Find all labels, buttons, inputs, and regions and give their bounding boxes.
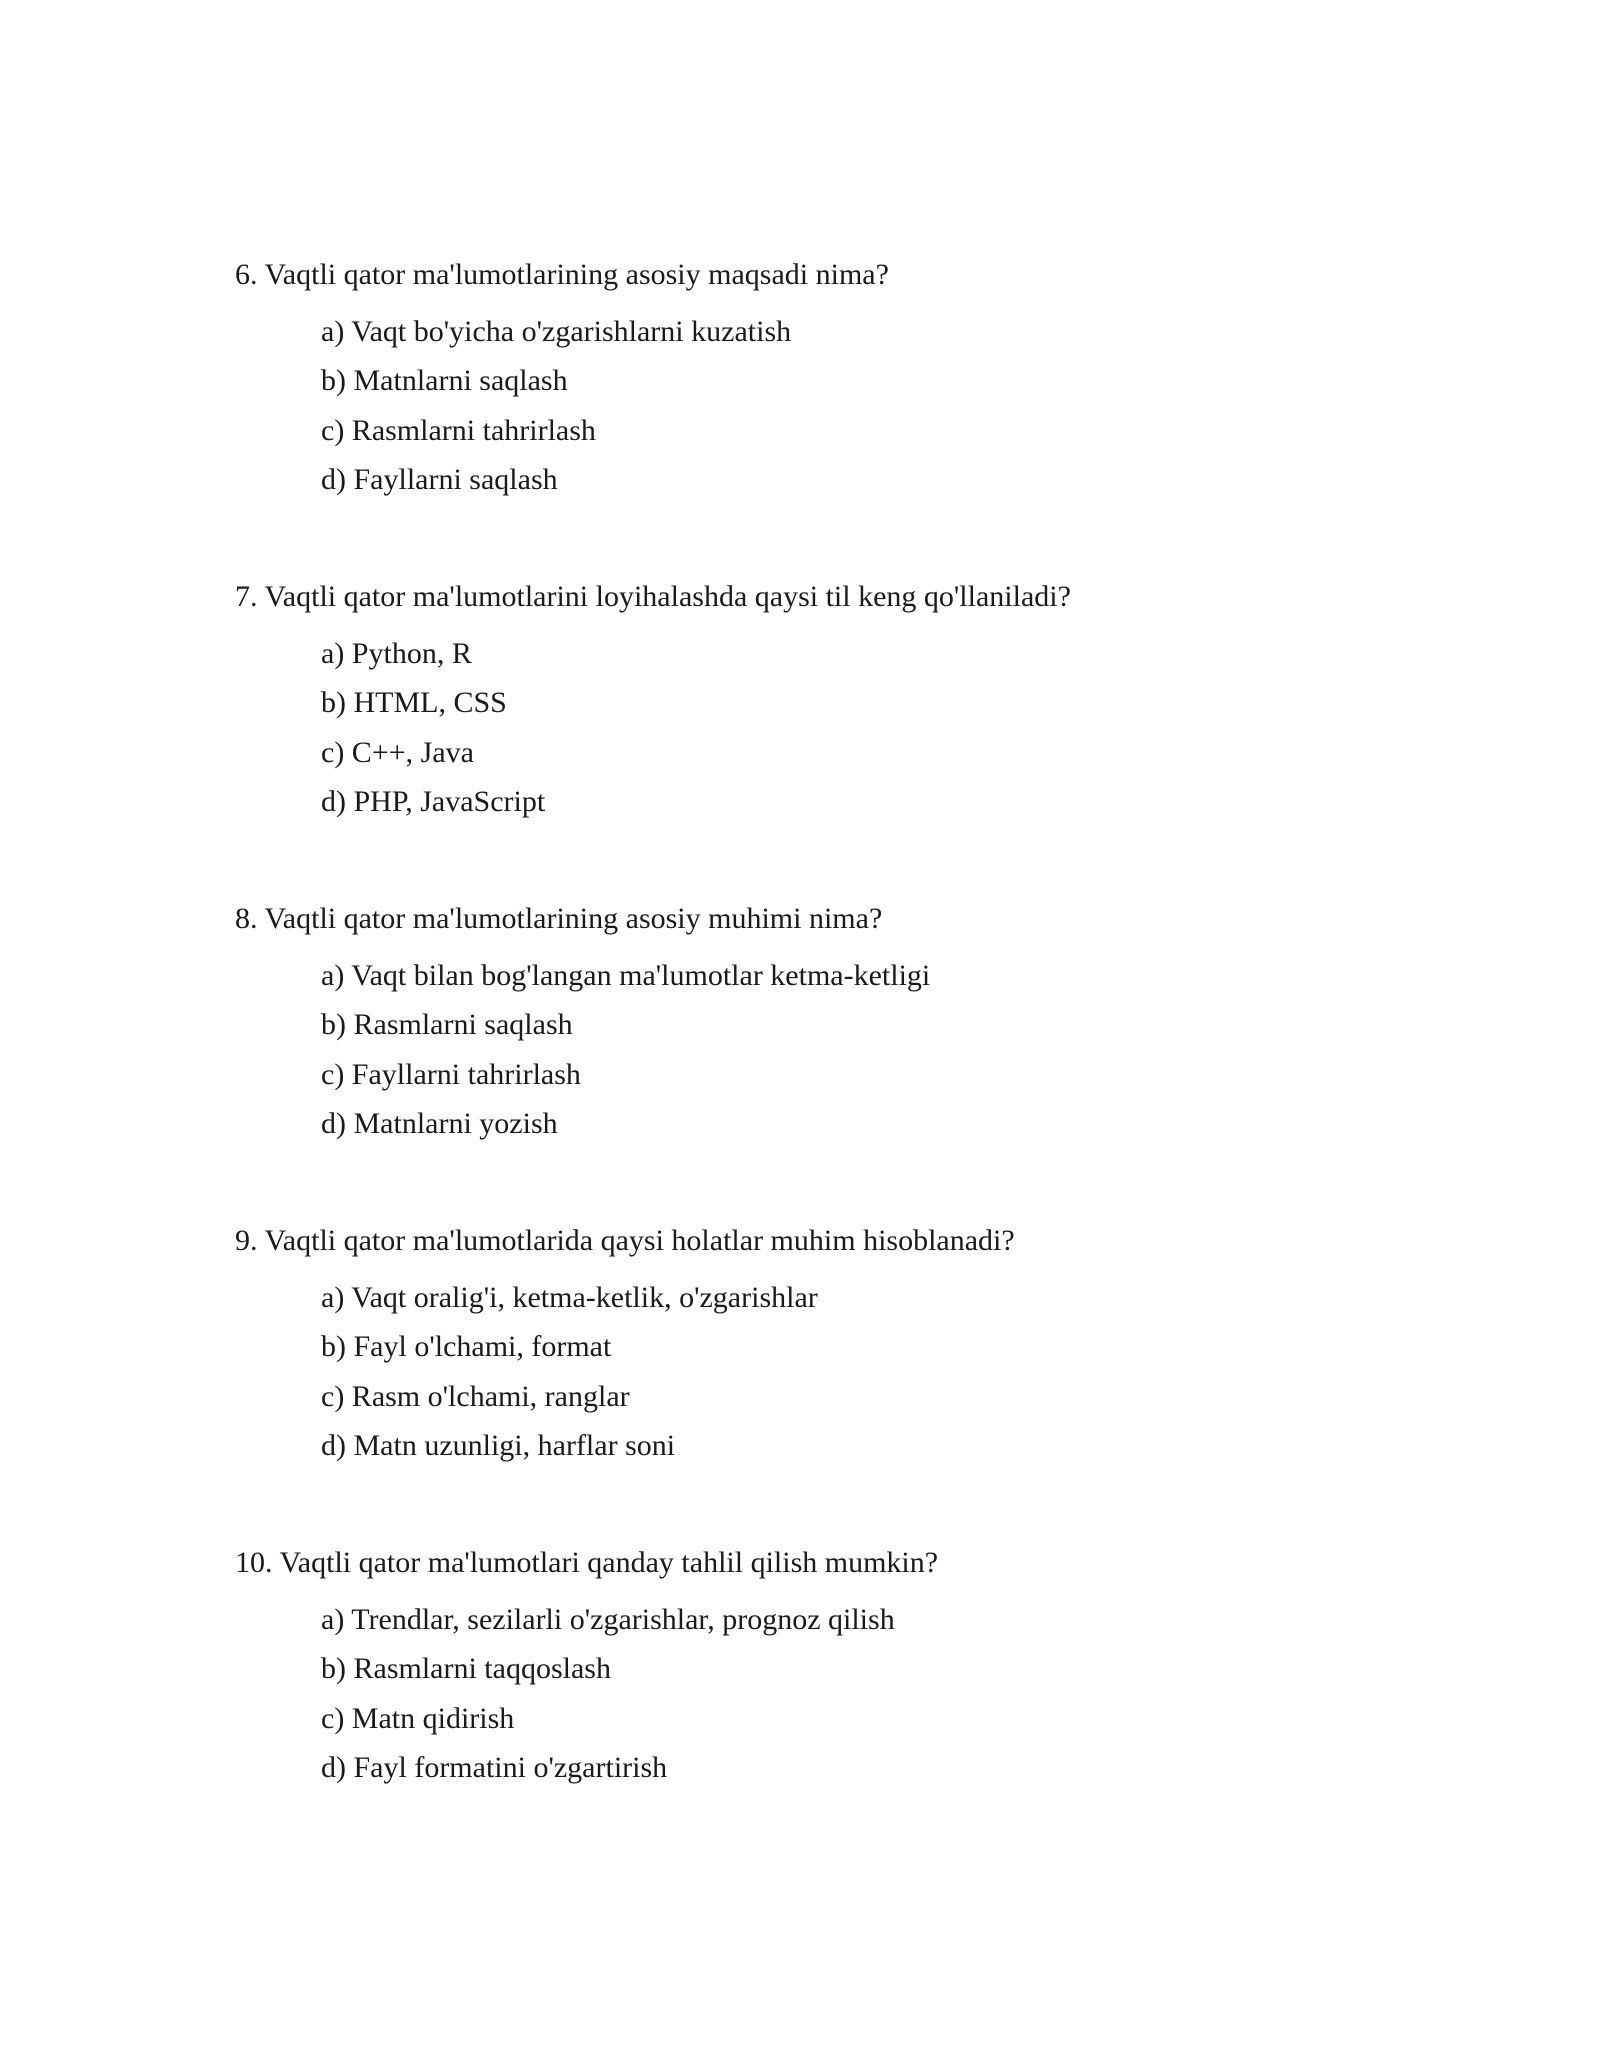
option-d: d) Matnlarni yozish [321,1107,558,1140]
option-d: d) Fayl formatini o'zgartirish [321,1751,668,1784]
question-text: 9. Vaqtli qator ma'lumotlarida qaysi holatlar muhim hisoblanadi? [235,1224,1015,1257]
option-a: a) Trendlar, sezilarli o'zgarishlar, prognoz qilish [321,1603,895,1636]
question-text: 7. Vaqtli qator ma'lumotlarini loyihalashda qaysi til keng qo'llaniladi? [235,580,1071,613]
option-c: c) Fayllarni tahrirlash [321,1058,581,1091]
option-c: c) Rasm o'lchami, ranglar [321,1380,630,1413]
option-d: d) Fayllarni saqlash [321,463,558,496]
option-a: a) Vaqt oralig'i, ketma-ketlik, o'zgarishlar [321,1281,818,1314]
option-a: a) Vaqt bilan bog'langan ma'lumotlar ketma-ketligi [321,959,931,992]
option-c: c) Matn qidirish [321,1702,515,1735]
question-text: 8. Vaqtli qator ma'lumotlarining asosiy muhimi nima? [235,902,883,935]
option-a: a) Python, R [321,637,472,670]
option-c: c) Rasmlarni tahrirlash [321,414,596,447]
question-text: 6. Vaqtli qator ma'lumotlarining asosiy maqsadi nima? [235,258,889,291]
option-b: b) Rasmlarni taqqoslash [321,1652,611,1685]
option-c: c) C++, Java [321,736,474,769]
option-a: a) Vaqt bo'yicha o'zgarishlarni kuzatish [321,315,792,348]
option-b: b) Matnlarni saqlash [321,364,568,397]
option-d: d) PHP, JavaScript [321,785,546,818]
option-b: b) Fayl o'lchami, format [321,1330,612,1363]
option-b: b) Rasmlarni saqlash [321,1008,573,1041]
option-b: b) HTML, CSS [321,686,507,719]
option-d: d) Matn uzunligi, harflar soni [321,1429,676,1462]
question-text: 10. Vaqtli qator ma'lumotlari qanday tahlil qilish mumkin? [235,1546,939,1579]
